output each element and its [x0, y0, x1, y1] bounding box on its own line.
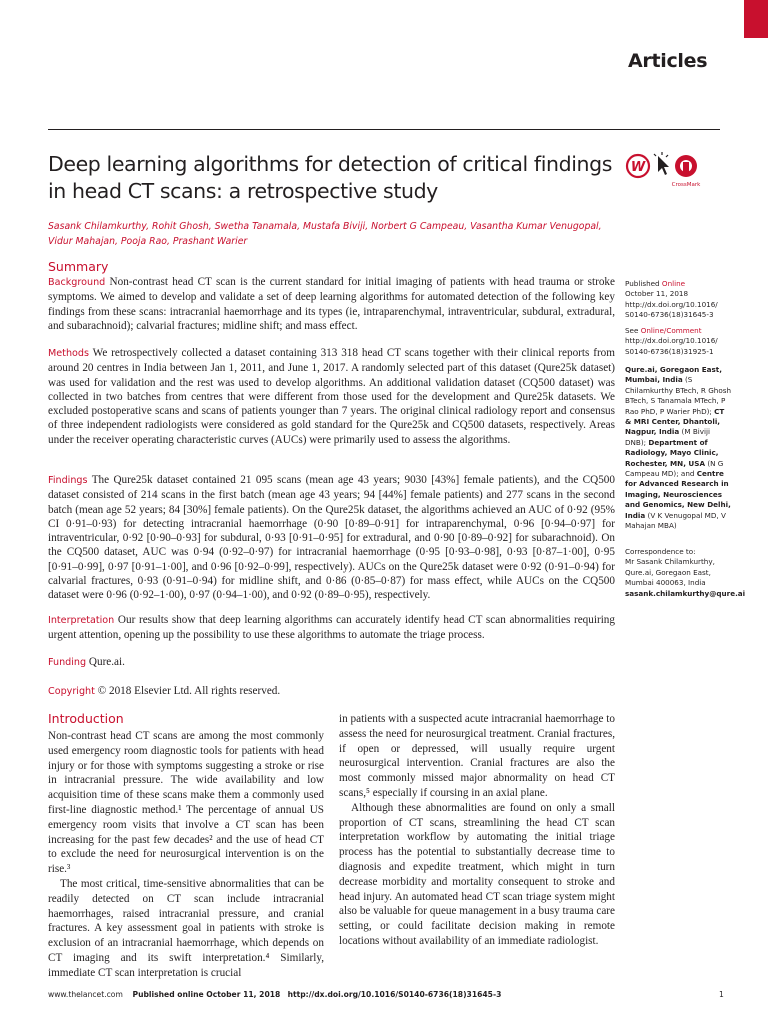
- findings-label: Findings: [48, 475, 88, 486]
- author-list[interactable]: Sasank Chilamkurthy, Rohit Ghosh, Swetha Tanamala, Mustafa Biviji, Norbert G Campeau, Vasantha Kumar Venugopal, Vidur Mahajan, Pooja Rao, Prashant Warier: [48, 221, 602, 247]
- findings-text: The Qure25k dataset contained 21 095 scans (mean age 43 years; 9030 [43%] female patients), and the CQ500 dataset consisted of 214 scans in the first batch (mean age 43 years; 94 [44%] female patients) and 277 scans in the second batch (mean age 52 years; 84 [30%] female patients). On the Qure25k dataset, the algorithms achieved an AUC of 0·92 (95% CI 0·91–0·93) for detecting intracranial haemorrhage (0·90 [0·89–0·91] for intraparenchymal, 0·96 [0·94–0·97] for intraventricular, 0·92 [0·90–0·93] for subdural, 0·93 [0·91–0·95] for extradural, and 0·90 [0·89–0·92] for subarachnoid). On the CQ500 dataset, AUC was 0·94 (0·92–0·97) for intracranial haemorrhage (0·95 [0·93–0·98], 0·93 [0·87–1·00], 0·95 [0·91–0·99], 0·97 [0·91–1·00], and 0·96 [0·92–0·99], respectively). AUCs on the Qure25k dataset were 0·92 (0·91–0·94) for calvarial fractures, 0·93 (0·91–0·94) for midline shift, and 0·86 (0·85–0·87) for mass effect, while AUCs on the CQ500 dataset were 0·96 (0·92–1·00), 0·97 (0·94–1·00), and 0·92 (0·89–0·95), respectively.: [48, 474, 615, 602]
- affiliation-mayo-people: (N G Campeau MD);: [625, 458, 724, 479]
- crossmark-label: CrossMark: [671, 182, 701, 188]
- abstract-findings: [48, 473, 615, 603]
- affiliation-carings-people: (V K Venugopal MD, V Mahajan MBA): [625, 510, 726, 531]
- see-label: See: [625, 326, 639, 335]
- published-doi-link[interactable]: http://dx.doi.org/10.1016/ S0140-6736(18)31645-3: [625, 299, 718, 320]
- abstract-interpretation: [48, 613, 615, 643]
- background-label: Background: [48, 277, 106, 288]
- published-label: Published: [625, 279, 660, 288]
- background-text: Non-contrast head CT scan is the current standard for initial imaging of patients with head trauma or stroke symptoms. We aimed to develop and validate a set of deep learning algorithms for automated detection of the following key findings from these scans: intracranial haemorrhage and its types (ie, intraparenchymal, intraventricular, subdural, extradural, and subarachnoid); calvarial fractures; midline shift; and mass effect.: [48, 276, 615, 332]
- abstract-funding: [48, 655, 615, 670]
- copyright-label: Copyright: [48, 686, 95, 697]
- intro-paragraph: Although these abnormalities are found on only a small proportion of CT scans, streamlining the head CT scan interpretation workflow by automating the initial triage process has the potential to substantially decrease time to diagnosis and expedite treatment, which might in turn decrease morbidity and mortality consequent to stroke and head injury. An automated head CT scan triage system might also be valuable for queue management in a busy trauma care setting, or could facilitate decision making in remote locations without availability of an immediate radiologist.: [339, 801, 615, 947]
- methods-label: Methods: [48, 348, 89, 359]
- see-doi-link[interactable]: http://dx.doi.org/10.1016/ S0140-6736(18)31925-1: [625, 336, 718, 356]
- affiliation-qure: Qure.ai, Goregaon East, Mumbai, India: [625, 365, 722, 385]
- summary-heading: Summary: [48, 259, 109, 274]
- crossmark-icon[interactable]: [672, 155, 701, 188]
- sidebar-affiliations: [625, 365, 733, 532]
- funding-label: Funding: [48, 657, 87, 668]
- affiliation-ct-mri-people: (M Biviji DNB);: [625, 427, 711, 447]
- methods-text: We retrospectively collected a dataset containing 313 318 head CT scans together with their clinical reports from around 20 centres in India between Jan 1, 2011, and June 1, 2017. A randomly selected part of this dataset (Qure25k dataset) was used for validation and the rest was used to develop algorithms. An additional validation dataset (CQ500 dataset) was collected in two batches from centres that were different from those used for the development and Qure25k datasets. We excluded postoperative scans and scans of patients younger than 7 years. The original clinical radiology report and consensus of three independent radiologists were considered as gold standard for the Qure25k and CQ500 datasets, respectively. Areas under the receiver operating characteristic curves (AUCs) were primarily used to assess the algorithms.: [48, 347, 615, 446]
- article-icons: [624, 150, 704, 194]
- intro-paragraph: The most critical, time-sensitive abnormalities that can be readily detected on CT scan include intracranial haemorrhages, raised intracranial pressure, and cranial fractures. A key assessment goal in patients with stroke is exclusion of an intracranial haemorrhage, which depends on CT imaging and its swift interpretation.⁴ Similarly, immediate CT scan interpretation is crucial: [48, 877, 324, 979]
- section-label: Articles: [628, 50, 708, 72]
- article-title: Deep learning algorithms for detection of critical findings in head CT scans: a retrospective study: [48, 152, 613, 203]
- header-rule: [48, 129, 720, 130]
- interpretation-label: Interpretation: [48, 615, 115, 626]
- see-comment-link[interactable]: Online/Comment: [640, 326, 702, 335]
- sidebar-correspondence: [625, 547, 746, 599]
- page-number: 1: [719, 990, 724, 999]
- correspondence-email-link[interactable]: sasank.chilamkurthy@qure.ai: [625, 588, 746, 598]
- footer-published: Published online October 11, 2018: [132, 990, 281, 999]
- abstract-background: [48, 275, 615, 333]
- open-access-icon[interactable]: [627, 155, 649, 177]
- introduction-heading: Introduction: [48, 711, 124, 726]
- affiliation-ct-mri: CT & MRI Center, Dhantoli, Nagpur, India: [625, 406, 725, 437]
- intro-column-right: [339, 712, 615, 949]
- correspondence-address: Mr Sasank Chilamkurthy, Qure.ai, Goregaon East, Mumbai 400063, India: [625, 557, 715, 588]
- copyright-text: © 2018 Elsevier Ltd. All rights reserved.: [97, 685, 281, 697]
- intro-paragraph: Non-contrast head CT scans are among the most commonly used emergency room diagnostic tools for patients with head injury or for those with symptoms suggesting a stroke or rise in intracranial pressure. The wide availability and low acquisition time of these scans make them a commonly used first-line diagnostic method.¹ The percentage of annual US emergency room visits that involve a CT scan has been increasing for the past few decades² and the use of head CT to exclude the need for neurosurgical intervention is on the rise.³: [48, 730, 324, 876]
- affiliation-mayo: Department of Radiology, Mayo Clinic, Rochester, MN, USA: [625, 437, 719, 468]
- affiliation-and: and: [680, 469, 695, 479]
- correspondence-label: Correspondence to:: [625, 547, 696, 556]
- abstract-copyright: [48, 684, 615, 699]
- abstract-methods: [48, 346, 615, 447]
- affiliation-qure-people: (S Chilamkurthy BTech, R Ghosh BTech, S Tanamala MTech, P Rao PhD, P Warier PhD);: [625, 375, 732, 416]
- funding-text: Qure.ai.: [88, 656, 125, 668]
- svg-text:W: W: [630, 160, 646, 175]
- page-footer: [48, 990, 501, 999]
- footer-site-link[interactable]: www.thelancet.com: [48, 990, 123, 999]
- sidebar-see-also: [625, 326, 733, 357]
- intro-column-left: [48, 729, 324, 981]
- published-online-link[interactable]: Online: [661, 279, 686, 288]
- footer-doi-link[interactable]: http://dx.doi.org/10.1016/S0140-6736(18)31645-3: [287, 990, 502, 999]
- affiliation-carings: Centre for Advanced Research in Imaging, Neurosciences and Genomics, New Delhi, India: [625, 469, 731, 520]
- sidebar-published: [625, 279, 733, 321]
- intro-paragraph: in patients with a suspected acute intracranial haemorrhage to assess the need for neurosurgical treatment. Cranial fractures, if open or depressed, will usually require urgent neurosurgical intervention. Cranial fractures are also the most commonly missed major abnormality on head CT scans,⁵ especially if coursing in an axial plane.: [339, 713, 615, 799]
- corner-accent-bar: [744, 0, 768, 38]
- interpretation-text: Our results show that deep learning algorithms can accurately identify head CT scan abnormalities requiring urgent attention, opening up the possibility to use these algorithms to automate the triage process.: [48, 614, 615, 642]
- published-date: October 11, 2018: [625, 289, 689, 299]
- cursor-click-icon: [654, 152, 669, 175]
